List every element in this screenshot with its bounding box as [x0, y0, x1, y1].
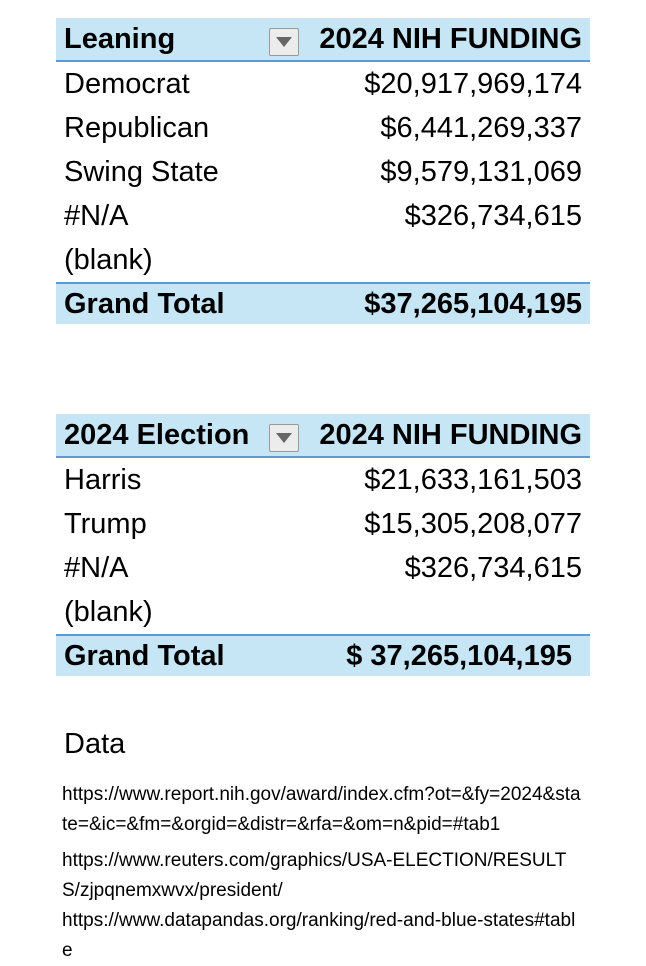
pivot-table-leaning	[56, 18, 590, 324]
row-label: (blank)	[64, 595, 153, 628]
table-row[interactable]	[56, 106, 590, 150]
data-source-links	[62, 780, 582, 966]
table-row[interactable]	[56, 502, 590, 546]
row-value: $15,305,208,077	[364, 507, 582, 540]
row-label: Republican	[64, 111, 210, 144]
value-header: 2024 NIH FUNDING	[319, 22, 582, 55]
row-label: Trump	[64, 507, 147, 540]
grand-total-value: $37,265,104,195	[364, 287, 582, 320]
filter-dropdown-button[interactable]	[269, 28, 299, 56]
row-label: (blank)	[64, 243, 153, 276]
table-row[interactable]	[56, 62, 590, 106]
row-value: $6,441,269,337	[380, 111, 582, 144]
pivot-table-election	[56, 414, 590, 676]
row-label-header: Leaning	[64, 22, 176, 55]
value-header: 2024 NIH FUNDING	[319, 418, 582, 451]
grand-total-label: Grand Total	[64, 287, 225, 320]
row-label: Democrat	[64, 67, 190, 100]
grand-total-row[interactable]	[56, 634, 590, 676]
row-value: $21,633,161,503	[364, 463, 582, 496]
row-label: #N/A	[64, 199, 129, 232]
source-link-nih[interactable]: https://www.report.nih.gov/award/index.cfm?ot=&fy=2024&state=&ic=&fm=&orgid=&distr=&rfa=&om=n&pid=#tab1	[62, 784, 581, 835]
grand-total-value: $ 37,265,104,195	[346, 639, 572, 672]
row-label: #N/A	[64, 551, 129, 584]
row-value: $326,734,615	[404, 551, 582, 584]
row-value: $20,917,969,174	[364, 67, 582, 100]
chevron-down-icon	[276, 37, 292, 47]
table-row[interactable]	[56, 458, 590, 502]
data-section-title: Data	[64, 728, 126, 760]
row-value: $326,734,615	[404, 199, 582, 232]
table-row[interactable]	[56, 238, 590, 282]
chevron-down-icon	[276, 433, 292, 443]
source-link-datapandas[interactable]: https://www.datapandas.org/ranking/red-and-blue-states#table	[62, 910, 576, 961]
pivot-header	[56, 414, 590, 458]
table-row[interactable]	[56, 150, 590, 194]
row-value: $9,579,131,069	[380, 155, 582, 188]
grand-total-label: Grand Total	[64, 639, 225, 672]
filter-dropdown-button[interactable]	[269, 424, 299, 452]
table-row[interactable]	[56, 194, 590, 238]
table-row[interactable]	[56, 590, 590, 634]
table-row[interactable]	[56, 546, 590, 590]
pivot-header	[56, 18, 590, 62]
source-link-reuters[interactable]: https://www.reuters.com/graphics/USA-ELECTION/RESULTS/zjpqnemxwvx/president/	[62, 850, 567, 901]
row-label: Harris	[64, 463, 142, 496]
grand-total-row[interactable]	[56, 282, 590, 324]
row-label-header: 2024 Election	[64, 418, 250, 451]
row-label: Swing State	[64, 155, 219, 188]
